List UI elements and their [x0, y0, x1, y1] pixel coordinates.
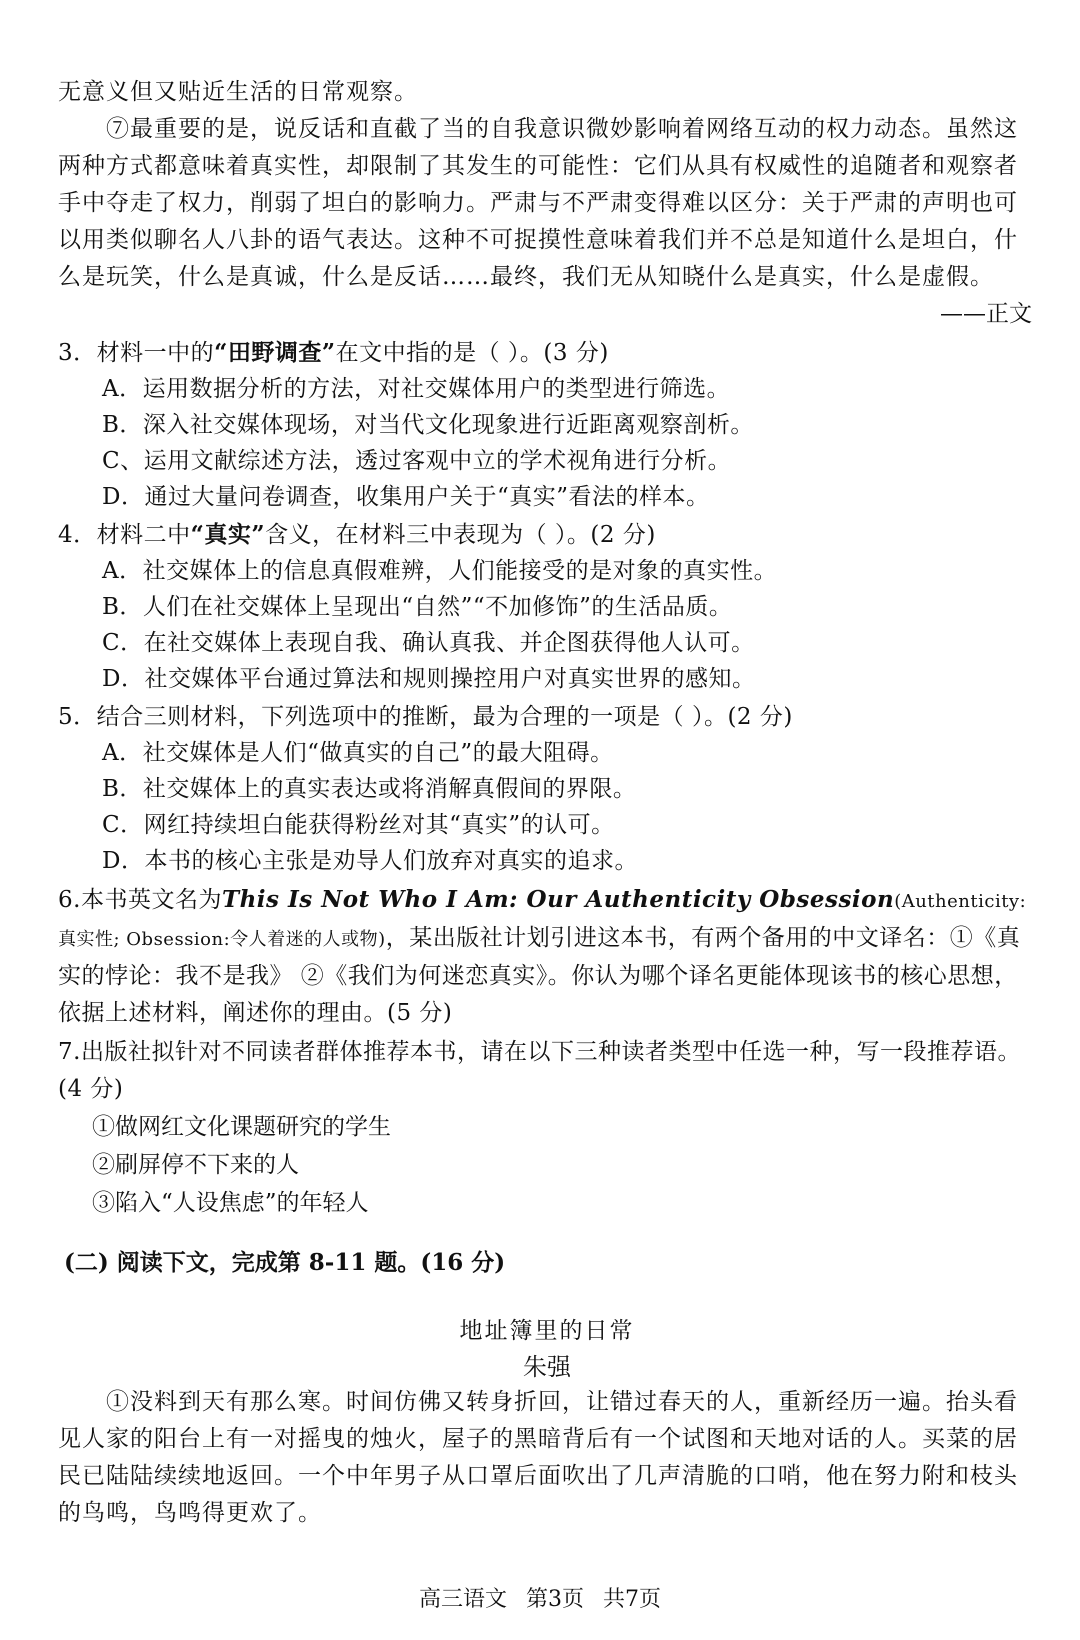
q6-lead: 6.本书英文名为 — [58, 887, 222, 913]
question-4-option-d: D．社交媒体平台通过算法和规则操控用户对真实世界的感知。 — [102, 666, 756, 692]
question-7-stem: 7.出版社拟针对不同读者群体推荐本书，请在以下三种读者类型中任选一种，写一段推荐语。(4 分) — [58, 1039, 1021, 1102]
q6-english-title: This Is Not Who I Am: Our Authenticity Obsession — [221, 886, 895, 913]
article-title: 地址簿里的日常 — [459, 1318, 635, 1344]
page-footer — [0, 1582, 1080, 1613]
q4-stem-a: 4．材料二中 — [58, 522, 191, 548]
q4-stem-bold: “真实” — [190, 521, 266, 548]
article-paragraph-1: ①没料到天有那么寒。时间仿佛又转身折回，让错过春天的人，重新经历一遍。抬头看见人家的阳台上有一对摇曳的烛火，屋子的黑暗背后有一个试图和天地对话的人。买菜的居民已陆陆续续地返回。一个中年男子从口罩后面吹出了几声清脆的口哨，他在努力附和枝头的鸟鸣，鸟鸣得更欢了。 — [58, 1389, 1018, 1526]
q3-stem-a: 3．材料一中的 — [58, 340, 215, 366]
q3-stem-bold: “田野调查” — [214, 339, 336, 366]
footer-total-pages: 共7页 — [603, 1587, 661, 1612]
passage-line: 无意义但又贴近生活的日常观察。 — [58, 79, 418, 105]
passage-paragraph-7: ⑦最重要的是，说反话和直截了当的自我意识微妙影响着网络互动的权力动态。虽然这两种方式都意味着真实性，却限制了其发生的可能性：它们从具有权威性的追随者和观察者手中夺走了权力，削弱了坦白的影响力。严肃与不严肃变得难以区分：关于严肃的声明也可以用类似聊名人八卦的语气表达。这种不可捉摸性意味着我们并不总是知道什么是坦白，什么是玩笑，什么是真诚，什么是反话……最终，我们无从知晓什么是真实，什么是虚假。 — [58, 116, 1018, 290]
question-5-option-a: A．社交媒体是人们“做真实的自己”的最大阻碍。 — [102, 740, 614, 766]
q6-gloss-1: (Authenticity: 真实性; Obsession: — [58, 891, 1027, 950]
question-3-option-a: A．运用数据分析的方法，对社交媒体用户的类型进行筛选。 — [102, 376, 731, 402]
question-5-option-b: B．社交媒体上的真实表达或将消解真假间的界限。 — [102, 776, 637, 802]
question-4-option-b: B．人们在社交媒体上呈现出“自然”“不加修饰”的生活品质。 — [102, 594, 733, 620]
question-7-option-2: ②刷屏停不下来的人 — [92, 1152, 299, 1178]
question-3-option-c: C、运用文献综述方法，透过客观中立的学术视角进行分析。 — [102, 448, 732, 474]
q4-stem-c: 含义，在材料三中表现为（ ）。(2 分) — [265, 522, 656, 548]
question-3-option-d: D．通过大量问卷调查，收集用户关于“真实”看法的样本。 — [102, 484, 710, 510]
article-author: 朱强 — [523, 1353, 571, 1381]
q3-stem-c: 在文中指的是（ ）。(3 分) — [335, 340, 609, 366]
q6-gloss-2: 令人着迷的人或物) — [230, 929, 386, 950]
question-7-option-3: ③陷入“人设焦虑”的年轻人 — [92, 1190, 369, 1216]
footer-page-number: 第3页 — [526, 1587, 584, 1612]
q6-rest: ，某出版社计划引进这本书，有两个备用的中文译名：①《真实的悖论：我不是我》 ②《我们为何迷恋真实》。你认为哪个译名更能体现该书的核心思想，依据上述材料，阐述你的理由。(5 分) — [58, 925, 1021, 1026]
question-6 — [58, 881, 1036, 1032]
question-7-option-1: ①做网红文化课题研究的学生 — [92, 1114, 391, 1140]
section-2-heading: (二) 阅读下文，完成第 8-11 题。(16 分) — [64, 1249, 506, 1276]
question-3-stem — [58, 335, 1036, 371]
question-4-stem — [58, 517, 1036, 553]
passage-signature: ——正文 — [940, 301, 1032, 327]
question-5-stem: 5．结合三则材料，下列选项中的推断，最为合理的一项是（ ）。(2 分) — [58, 704, 793, 730]
footer-subject: 高三语文 — [418, 1587, 507, 1612]
question-4-option-a: A．社交媒体上的信息真假难辨，人们能接受的是对象的真实性。 — [102, 558, 778, 584]
question-5-option-c: C．网红持续坦白能获得粉丝对其“真实”的认可。 — [102, 812, 615, 838]
question-5-option-d: D．本书的核心主张是劝导人们放弃对真实的追求。 — [102, 848, 638, 874]
question-3-option-b: B．深入社交媒体现场，对当代文化现象进行近距离观察剖析。 — [102, 412, 754, 438]
question-4-option-c: C．在社交媒体上表现自我、确认真我、并企图获得他人认可。 — [102, 630, 755, 656]
